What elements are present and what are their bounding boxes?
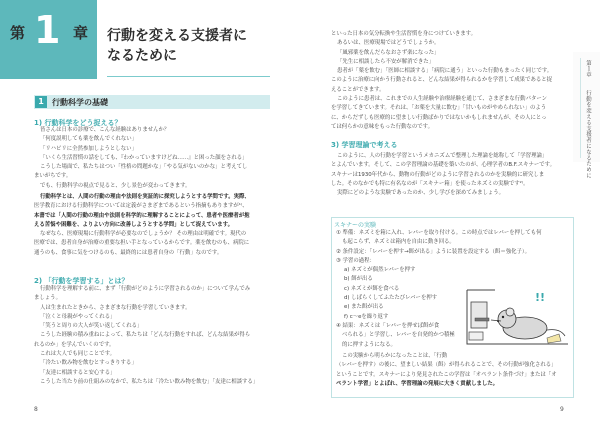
left-paragraph-2: [34, 193, 250, 258]
subheading-2: 2) 「行動を学習する」とは？: [34, 277, 129, 285]
text-line: といった日本の気分転換や生活習慣を身につけていきます。: [331, 31, 477, 37]
text-line: こうした場面で、私たちはつい「性格の問題かな」「やる気がないのかな」と考えてし: [40, 164, 248, 171]
text-line: ということです。スキナーにより発見されたこの学習は「オペラント条件づけ」または「オ: [336, 371, 557, 378]
text-line: 皆さんは日本の診療で、こんな経験はありませんか？: [40, 127, 170, 133]
text-line: ④ 結果：ネズミは「レバーを押せば餌が食: [336, 322, 440, 329]
text-line: 本書では「人間の行動の理由や法則を科学的に理解することによって、患者や医療者が抱: [34, 212, 250, 219]
text-line: 「何度説明しても薬を飲んでくれない」: [40, 136, 138, 143]
text-line: 「先生に相談したら不安が解消できた」: [337, 58, 435, 65]
text-line: 的に押すようになる。: [342, 341, 396, 348]
text-line: 「風邪薬を飲んだらなおさず楽になった」: [337, 49, 440, 56]
text-line: なぜなら、医療現場に行動科学が必要なのでしょうか？ その理由は明確です。現代の: [40, 231, 247, 238]
text-line: 通うのも、食事に気をつけるのも、最終的には患者自身の「行動」なのです。: [34, 249, 223, 256]
text-line: ③ 学習の過程：: [336, 257, 375, 264]
text-line: 「笑うと周りの大人が笑い返してくれる」: [40, 323, 143, 330]
section-number: 1: [35, 96, 47, 108]
text-line: 患者が「薬を飲む」「医師に相談する」「病院に通う」といった行動もまったく同じです。: [337, 68, 553, 75]
text-line: b) 餌が出る: [344, 276, 373, 283]
text-line: 医療では、患者自身が治療の重要な担い手となっているからです。薬を飲むのも、病院に: [34, 240, 250, 247]
text-line: c) ネズミが餌を食べる: [344, 285, 400, 292]
chapter-title-line2: なるために: [107, 48, 177, 64]
text-line: ては何らかの意味をもった行動なのです。: [331, 123, 433, 130]
chapter-number: 1: [34, 8, 61, 52]
right-paragraph-2: [331, 152, 555, 198]
subheading-3: 3) 学習理論で考える: [331, 141, 398, 149]
text-line: 行動科学を理解する前に、まず「行動がどのように学習されるのか」について学んでみ: [40, 286, 251, 292]
text-line: （レバーを押す）の後に、望ましい結果（餌）が得られることで、その行動が強化される」: [336, 362, 557, 369]
title-divider: [107, 76, 270, 77]
text-line: に、からだずしも医療的に望ましい行動ばかりではないかもしれませんが、その人にとっ: [331, 114, 547, 121]
text-line: 「リハビリに全然参加しようとしない」: [40, 145, 137, 152]
page-number-left: 8: [34, 406, 38, 413]
skinner-box-illustration: [465, 288, 570, 348]
text-line: 「冷たい飲み物を飲むとすっきりする」: [40, 360, 137, 367]
text-line: ② 条件設定：「レバーを押す→餌が出る」ように装置を設定する（餌＝強化子）。: [336, 248, 530, 255]
text-line: 実際にどのような実験であったのか、少し学びを深めてみましょう。: [337, 190, 505, 197]
chapter-suffix: 章: [73, 24, 89, 42]
svg-text:!!: !!: [535, 291, 546, 304]
text-line: スキナーは1930年代から、動物の行動がどのように学習されるのかを実験的に研究しま: [331, 171, 545, 178]
side-tab-rule: [580, 58, 581, 158]
side-tab-title: 行動を変える支援者になるために: [585, 90, 591, 179]
text-line: e) また餌が出る: [344, 304, 384, 311]
text-line: えることができます。: [331, 86, 385, 93]
text-line: f) c〜eを繰り返す: [344, 313, 389, 320]
text-line: を学習してきています。それは、「お薬を大量に飲む」「甘いものがやめられない」のよう: [331, 105, 547, 112]
text-line: 「泣くと母親がやってくれる」: [40, 313, 116, 320]
text-line: この実験から明らかになったことは、「行動: [342, 353, 448, 359]
text-line: した。そのなかでも特に有名なのが「スキナー箱」を使ったネズミの実験です²⁾。: [331, 180, 529, 187]
text-line: 「友達に相談すると安心する」: [40, 369, 116, 376]
text-line: える苦悩や困難を、よりよい方向に改善しようとする学問」として捉えています。: [34, 221, 234, 228]
text-line: a) ネズミが偶然レバーを押す: [344, 267, 416, 274]
text-line: も起こらず、ネズミは箱内を自由に動き回る。: [342, 239, 455, 246]
text-line: べられる」と学習し、レバーを自発的かつ積極: [342, 332, 455, 339]
text-line: これは大人でも同じことです。: [40, 351, 116, 358]
side-tab-text: [584, 60, 592, 179]
left-paragraph-1: [34, 126, 248, 191]
section-title: 行動科学の基礎: [52, 98, 108, 107]
text-line: 人は生まれたときから、さまざまな行動を学習していきます。: [40, 304, 191, 311]
text-line: ペラント学習」とよばれ、学習理論の発展に大きく貢献しました。: [336, 380, 499, 387]
text-line: 行動科学とは、人間の行動の理由や法則を実証的に探究しようとする学問です。実際、: [40, 194, 250, 200]
chapter-title: [107, 26, 277, 66]
right-paragraph-3: [336, 352, 557, 389]
subheading-1: 1) 行動科学をどう捉える？: [34, 119, 122, 127]
text-line: こうした当たり前の仕組みのなかで、私たちは「冷たい飲み物を飲む」「友達に相談する」: [40, 378, 259, 385]
right-paragraph-1: [331, 30, 552, 132]
text-line: まいがちです。: [34, 173, 72, 180]
text-line: あるいは、医療現場ではどうでしょうか。: [337, 40, 440, 47]
text-line: ましょう。: [34, 295, 61, 302]
text-line: れるのか」を学んでいくのです。: [34, 341, 115, 348]
text-line: d) しばらくしてふたたびレバーを押す: [344, 295, 438, 302]
side-tab-chapter: 第１章: [585, 60, 591, 78]
chapter-title-line1: 行動を変える支援者に: [107, 28, 247, 44]
text-line: ① 準備：ネズミを箱に入れ、レバーを取り付ける。この時点ではレバーを押しても何: [336, 230, 542, 236]
text-line: こうした経験の積み重ねによって、私たちは「どんな行動をすれば、どんな結果が得ら: [40, 332, 251, 339]
text-line: でも、行動科学の視点で見ると、少し景色が変わってきます。: [40, 182, 191, 189]
text-line: とよんでいます。そして、この学習理論の基礎を築いたのが、心理学者のB.F.スキナーです。: [331, 162, 556, 169]
text-line: 医学教育における行動科学については定義がさまざまであるという指摘もありますが¹⁾、: [34, 203, 248, 210]
left-paragraph-3: [34, 285, 258, 387]
text-line: このように、人の行動を学習というメカニズムで整理した理論を総称して「学習理論」: [337, 153, 548, 159]
page-number-right: 9: [560, 406, 564, 413]
text-line: 「いくら生活習慣の話をしても、『わかっていますけどね……』と困った顔をされる」: [40, 154, 248, 161]
chapter-prefix: 第: [10, 24, 26, 42]
text-line: このように患者は、これまでの人生経験や治療経験を通じて、さまざまな行動パターン: [337, 96, 548, 103]
box-heading: スキナーの実験: [334, 222, 377, 229]
text-line: このように治療に向かう行動されると、どんな結果が得られるかを学習して成果であると捉: [331, 77, 553, 84]
